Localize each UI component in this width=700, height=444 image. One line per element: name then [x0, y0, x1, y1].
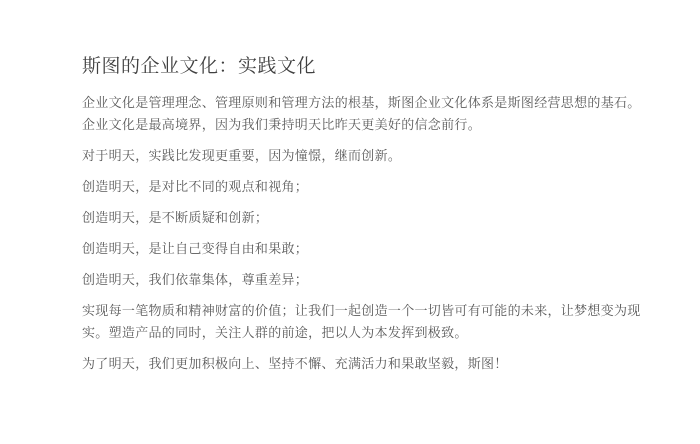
paragraph — [82, 176, 630, 198]
paragraph-line: 创造明天，我们依靠集体，尊重差异； — [82, 272, 309, 287]
paragraph — [82, 238, 630, 260]
paragraph — [82, 300, 641, 344]
paragraph-line: 创造明天，是不断质疑和创新； — [82, 210, 269, 225]
paragraph — [82, 269, 630, 291]
page-title: 斯图的企业文化：实践文化 — [82, 56, 317, 77]
paragraph-line: 实。塑造产品的同时，关注人群的前途，把以人为本发挥到极致。 — [82, 325, 468, 340]
paragraph-line: 实现每一笔物质和精神财富的价值；让我们一起创造一个一切皆可有可能的未来，让梦想变为现 — [82, 303, 641, 318]
paragraph-line: 对于明天，实践比发现更重要，因为憧憬，继而创新。 — [82, 148, 402, 163]
paragraph-line: 企业文化是管理理念、管理原则和管理方法的根基，斯图企业文化体系是斯图经营思想的基石。 — [82, 95, 641, 110]
paragraph — [82, 207, 630, 229]
paragraph-line: 企业文化是最高境界，因为我们秉持明天比昨天更美好的信念前行。 — [82, 117, 482, 132]
paragraph — [82, 92, 641, 136]
paragraph — [82, 145, 630, 167]
paragraph-line: 为了明天，我们更加积极向上、坚持不懈、充满活力和果敢坚毅，斯图！ — [82, 356, 508, 371]
paragraph-line: 创造明天，是让自己变得自由和果敢； — [82, 241, 309, 256]
paragraph-line: 创造明天，是对比不同的观点和视角； — [82, 179, 309, 194]
paragraph — [82, 353, 630, 375]
